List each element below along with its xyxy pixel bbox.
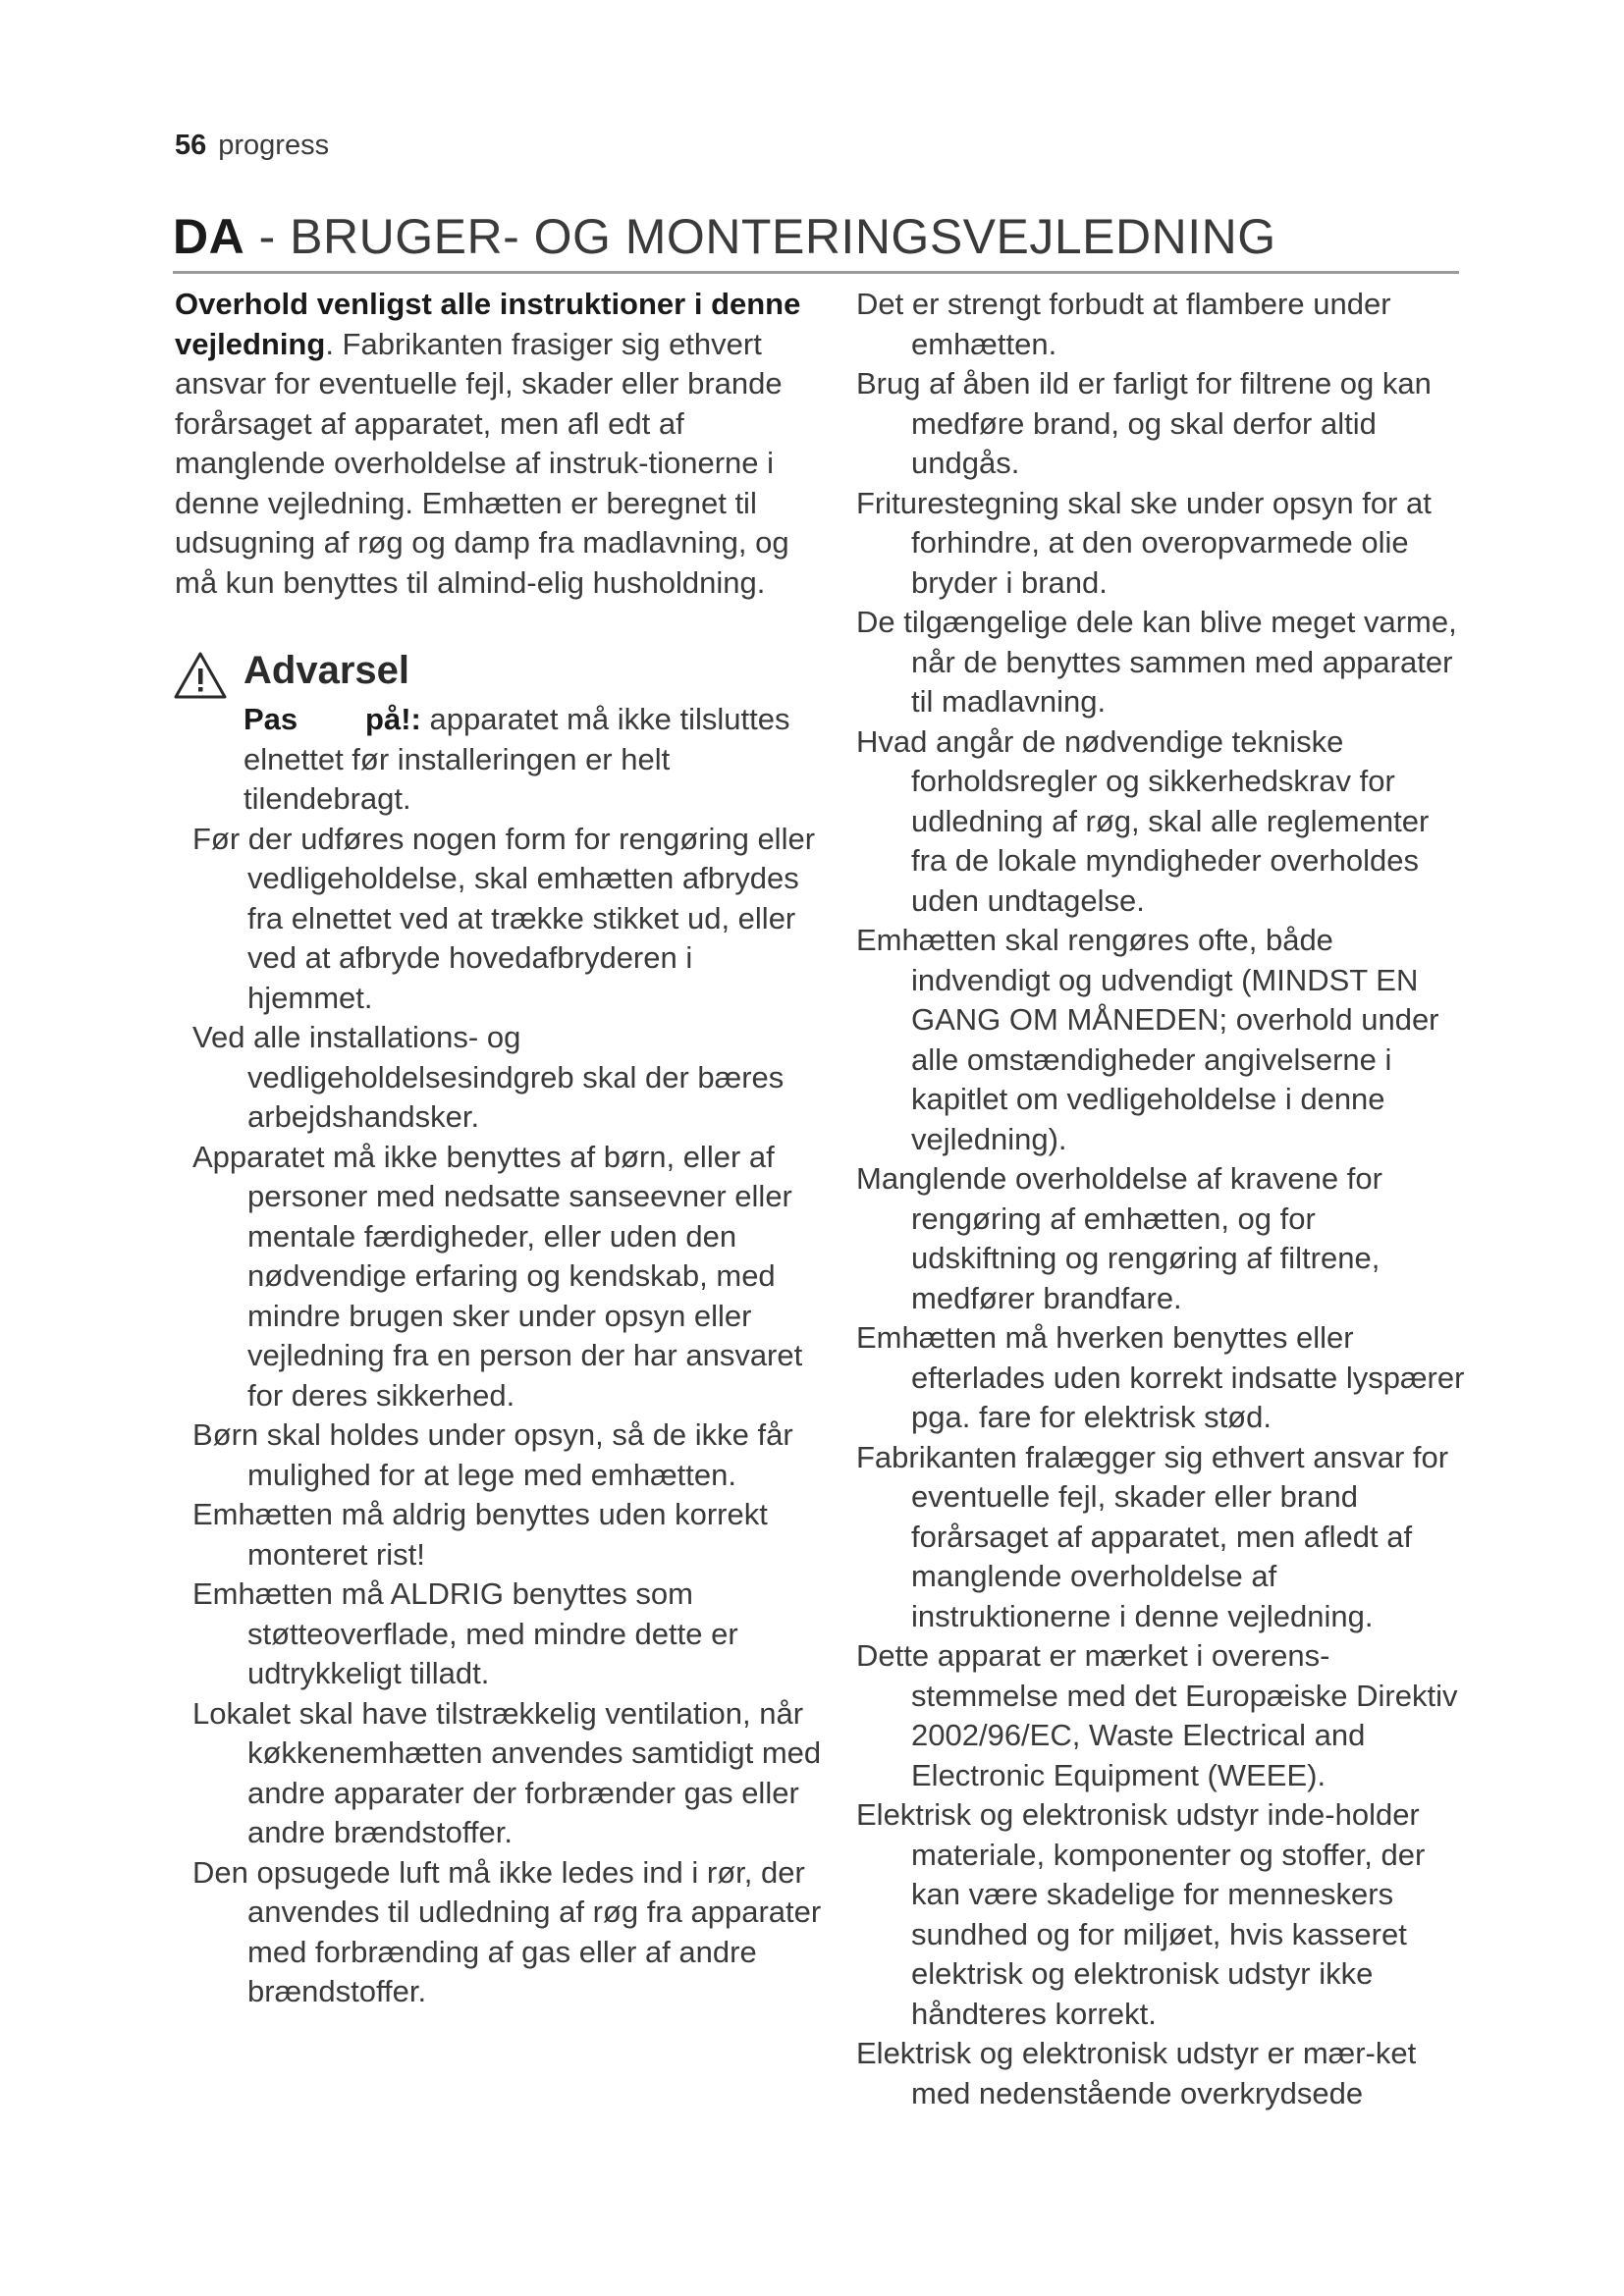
intro-bold: Overhold venligst alle instruktioner i denne vejledning: [175, 287, 801, 361]
list-item: Elektrisk og elektronisk udstyr er mær-ket med nedenstående overkrydsede: [856, 2036, 1417, 2110]
list-item: Brug af åben ild er farligt for filtrene og kan medføre brand, og skal derfor altid undgås.: [856, 366, 1432, 480]
list-item: Ved alle installations- og vedligeholdelsesindgreb skal der bæres arbejdshandsker.: [192, 1020, 785, 1134]
list-item: Fabrikanten fralægger sig ethvert ansvar for eventuelle fejl, skader eller brand forårsaget af apparatet, men afledt af manglende overholdelse af instruktionerne i denne vejledning.: [856, 1439, 1449, 1633]
list-item: Dette apparat er mærket i overens-stemmelse med det Europæiske Direktiv 2002/96/EC, Waste Electrical and Electronic Equipment (WEEE).: [856, 1638, 1458, 1792]
list-item: Emhætten må ALDRIG benyttes som støtteoverflade, med mindre dette er udtrykkeligt tilladt.: [192, 1576, 738, 1690]
title-divider: [173, 271, 1459, 274]
list-item: Den opsugede luft må ikke ledes ind i rør, der anvendes til udledning af røg fra apparater med forbrænding af gas eller af andre brændstoffer.: [192, 1854, 822, 2008]
left-warning-list: [175, 820, 823, 2012]
intro-text: . Fabrikanten frasiger sig ethvert ansvar for eventuelle fejl, skader eller brande forårsaget af apparatet, men afl edt af manglende overholdelse af instruk-tionerne i denne vejledning. Emhætten er beregnet til udsugning af røg og damp fra madlavning, og må kun benyttes til almind-elig husholdning.: [175, 326, 789, 600]
intro-paragraph: [175, 285, 823, 603]
brand-name: progress: [218, 130, 330, 161]
warning-first-text: apparatet må ikke tilsluttes elnettet før installeringen er helt tilendebragt.: [244, 702, 790, 816]
list-item: Friturestegning skal ske under opsyn for at forhindre, at den overopvarmede olie bryder i brand.: [856, 485, 1432, 600]
page-title: [173, 208, 1276, 265]
warning-first-item: [175, 700, 823, 820]
list-item: Børn skal holdes under opsyn, så de ikke får mulighed for at lege med emhætten.: [192, 1417, 793, 1492]
warning-triangle-icon: [173, 651, 228, 700]
language-code: DA: [173, 209, 245, 264]
right-column: [856, 285, 1465, 2113]
list-item: Emhætten må aldrig benyttes uden korrekt monteret rist!: [192, 1497, 768, 1572]
warning-first-bold: Pas på!:: [244, 702, 421, 736]
warning-heading: [175, 649, 823, 700]
list-item: Emhætten må hverken benyttes eller efterlades uden korrekt indsatte lyspærer pga. fare for elektrisk stød.: [856, 1320, 1465, 1434]
left-column: [175, 285, 823, 2012]
list-item: Lokalet skal have tilstrækkelig ventilation, når køkkenemhætten anvendes samtidigt med andre apparater der forbrænder gas eller andre brændstoffer.: [192, 1695, 822, 1849]
list-item: Hvad angår de nødvendige tekniske forholdsregler og sikkerhedskrav for udledning af røg, skal alle reglementer fra de lokale myndigheder overholdes uden undtagelse.: [856, 723, 1430, 918]
page-number: 56: [175, 130, 207, 161]
list-item: Elektrisk og elektronisk udstyr inde-holder materiale, komponenter og stoffer, der kan være skadelige for menneskers sundhed og for miljøet, hvis kasseret elektrisk og elektronisk udstyr ikke håndteres korrekt.: [856, 1797, 1426, 2031]
list-item: De tilgængelige dele kan blive meget varme, når de benyttes sammen med apparater til madlavning.: [856, 605, 1457, 719]
warning-title: Advarsel: [244, 649, 409, 692]
list-item: Manglende overholdelse af kravene for rengøring af emhætten, og for udskiftning og rengøring af filtrene, medfører brandfare.: [856, 1161, 1382, 1315]
list-item: Apparatet må ikke benyttes af børn, eller af personer med nedsatte sanseevner eller mentale færdigheder, eller uden den nødvendige erfaring og kendskab, med mindre brugen sker under opsyn eller vejledning fra en person der har ansvaret for deres sikkerhed.: [192, 1139, 803, 1413]
list-item: Det er strengt forbudt at flambere under emhætten.: [856, 287, 1391, 361]
list-item: Emhætten skal rengøres ofte, både indvendigt og udvendigt (MINDST EN GANG OM MÅNEDEN; overhold under alle omstændigheder angivelserne i kapitlet om vedligeholdelse i denne vejledning).: [856, 923, 1439, 1156]
list-item: Før der udføres nogen form for rengøring eller vedligeholdelse, skal emhætten afbrydes fra elnettet ved at trække stikket ud, eller ved at afbryde hovedafbryderen i hjemmet.: [192, 821, 816, 1015]
title-text: - BRUGER- OG MONTERINGSVEJLEDNING: [244, 209, 1276, 264]
page-header: [175, 130, 329, 162]
